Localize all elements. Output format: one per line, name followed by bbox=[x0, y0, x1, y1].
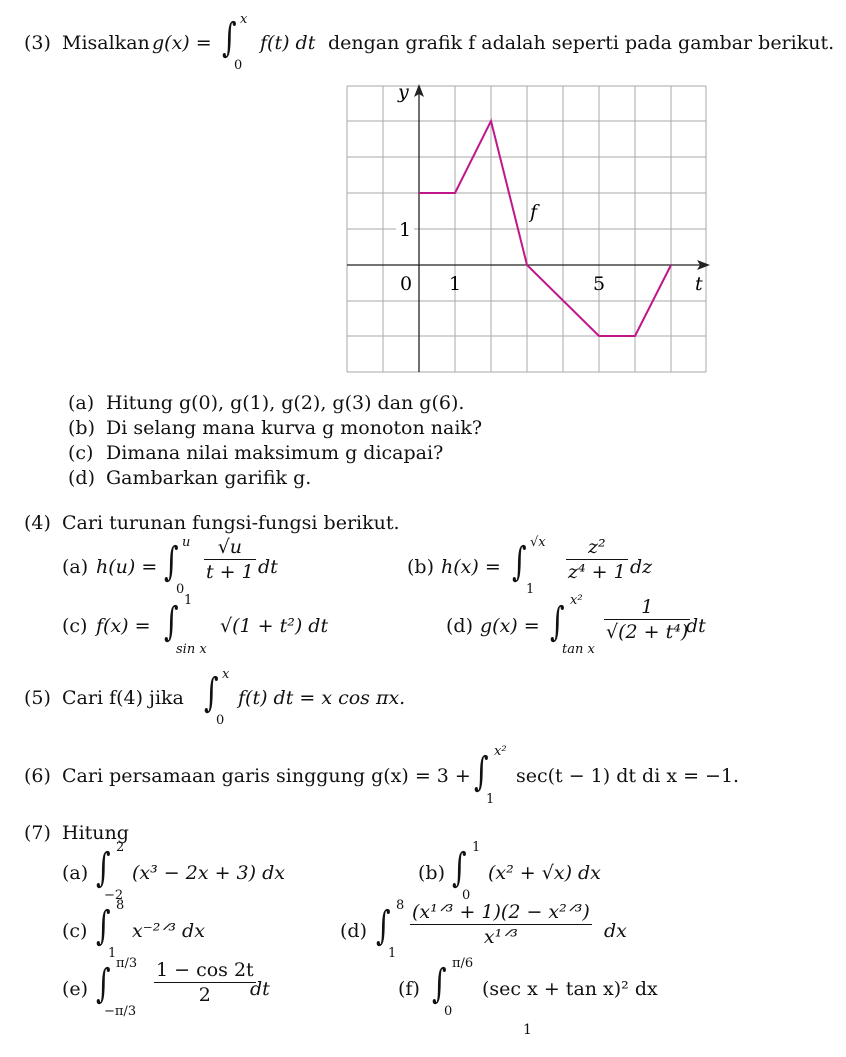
problem-number: (4) bbox=[24, 512, 51, 534]
lhs: h(x) = bbox=[441, 556, 501, 578]
integral-sign: ∫ bbox=[222, 15, 237, 61]
lhs: h(u) = bbox=[96, 556, 158, 578]
upper-limit: x bbox=[240, 12, 248, 27]
part-label: (f) bbox=[398, 978, 420, 1000]
y-tick-1: 1 bbox=[399, 219, 412, 241]
part-label: (a) bbox=[62, 556, 89, 578]
part-text: Gambarkan garifik g. bbox=[106, 467, 312, 489]
part-label: (a) bbox=[62, 862, 89, 884]
fraction: (x¹ᐟ³ + 1)(2 − x²ᐟ³) x¹ᐟ³ bbox=[412, 901, 590, 948]
part-text: Hitung g(0), g(1), g(2), g(3) dan g(6). bbox=[106, 392, 465, 414]
part-label: (d) bbox=[68, 467, 95, 489]
part-label: (d) bbox=[340, 920, 367, 942]
part-label: (b) bbox=[418, 862, 445, 884]
curve-label: f bbox=[530, 201, 538, 223]
integral-sign: ∫ bbox=[164, 539, 179, 585]
part-label: (a) bbox=[68, 392, 95, 414]
problem-number: (3) bbox=[24, 32, 51, 54]
function-graph bbox=[340, 80, 720, 380]
integral-sign: ∫ bbox=[96, 845, 111, 891]
x-tick-5: 5 bbox=[593, 273, 606, 295]
integral-sign: ∫ bbox=[376, 903, 391, 949]
fraction: $\frac{1 - \cos 2t}{2}$ bbox=[156, 959, 254, 1006]
x-axis-label: t bbox=[695, 273, 703, 295]
page-number: 1 bbox=[523, 1022, 532, 1038]
problem-number: (5) bbox=[24, 687, 51, 709]
integral-sign: ∫ bbox=[96, 961, 111, 1007]
part-label: (d) bbox=[446, 615, 473, 637]
lower-limit: 0 bbox=[234, 58, 243, 73]
fraction: $\frac{1}{\text{√(2 + t⁴)}}$ bbox=[606, 596, 689, 643]
integral-sign: ∫ bbox=[512, 539, 527, 585]
part-label: (c) bbox=[68, 442, 94, 464]
part-text: Dimana nilai maksimum g dicapai? bbox=[106, 442, 444, 464]
integral-sign: ∫ bbox=[452, 845, 467, 891]
integral-sign: ∫ bbox=[204, 670, 219, 716]
x-tick-1: 1 bbox=[449, 273, 462, 295]
x-tick-0: 0 bbox=[400, 273, 413, 295]
integral-sign: ∫ bbox=[474, 749, 489, 795]
part-label: (b) bbox=[68, 417, 95, 439]
lhs: g(x) = bbox=[480, 615, 540, 637]
problem-title: Hitung bbox=[62, 822, 129, 844]
problem-intro: Misalkan bbox=[62, 32, 150, 54]
integral-sign: ∫ bbox=[550, 599, 565, 645]
g-definition: g(x) = bbox=[152, 32, 212, 54]
problem-title: Cari turunan fungsi-fungsi berikut. bbox=[62, 512, 400, 534]
problem-number: (7) bbox=[24, 822, 51, 844]
problem-number: (6) bbox=[24, 765, 51, 787]
problem-rest: dengan grafik f adalah seperti pada gambar berikut. bbox=[328, 32, 835, 54]
part-label: (e) bbox=[62, 978, 89, 1000]
integral-sign: ∫ bbox=[432, 961, 447, 1007]
part-text: Di selang mana kurva g monoton naik? bbox=[106, 417, 483, 439]
integral-sign: ∫ bbox=[164, 599, 179, 645]
lhs: f(x) = bbox=[96, 615, 151, 637]
integrand: f(t) dt bbox=[260, 32, 316, 54]
y-axis-label: y bbox=[398, 81, 409, 103]
part-label: (c) bbox=[62, 615, 88, 637]
integral-sign: ∫ bbox=[96, 903, 111, 949]
part-label: (b) bbox=[407, 556, 434, 578]
fraction: $\frac{\text{z²}}{\text{z⁴ + 1}}$ bbox=[568, 536, 626, 583]
part-label: (c) bbox=[62, 920, 88, 942]
fraction: $\frac{√u}{t + 1}$ bbox=[206, 536, 254, 583]
